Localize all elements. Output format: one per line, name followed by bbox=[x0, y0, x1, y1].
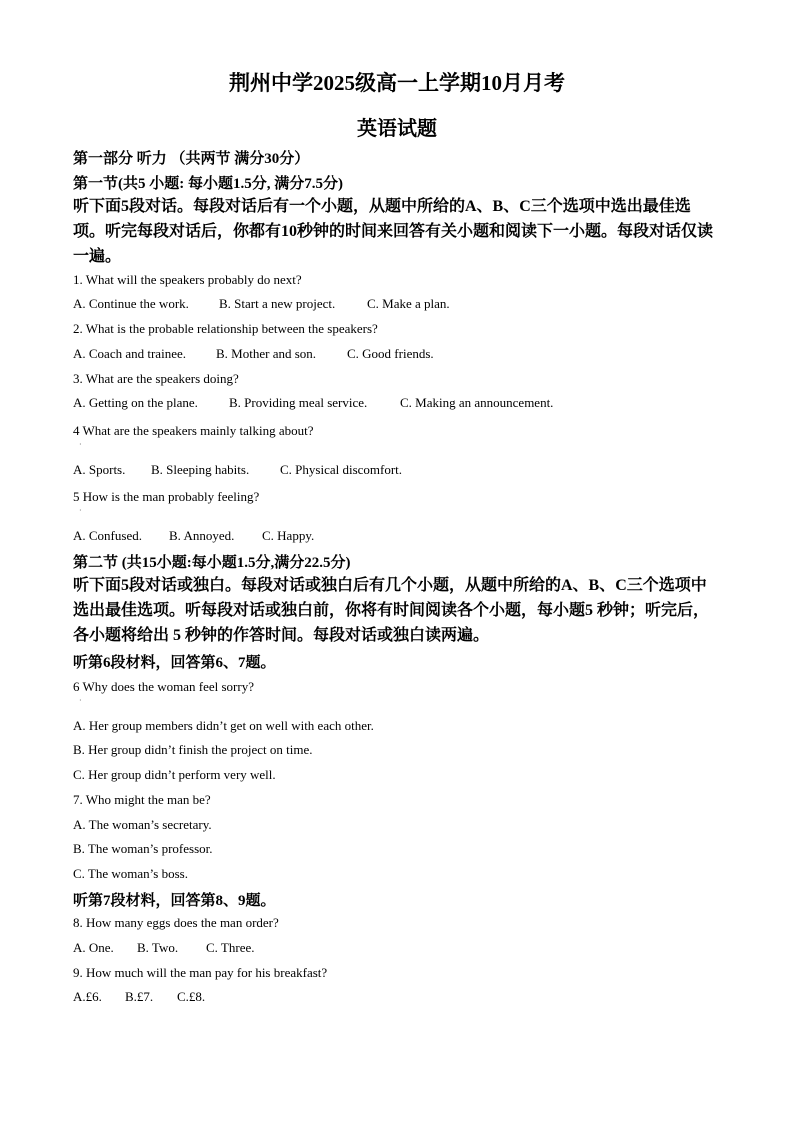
section2-heading: 第二节 (共15小题:每小题1.5分,满分22.5分) bbox=[73, 555, 351, 571]
option-a: A. Coach and trainee. bbox=[73, 346, 186, 361]
option-a: A.£6. bbox=[73, 989, 102, 1004]
option-b: B. Providing meal service. bbox=[229, 395, 368, 410]
option-b: B. Mother and son. bbox=[216, 346, 317, 361]
material6-heading: 听第6段材料，回答第6、7题。 bbox=[73, 655, 276, 671]
option-b: B. Start a new project. bbox=[219, 296, 336, 311]
option-c: C. Happy. bbox=[262, 528, 315, 543]
option-a: A. Sports. bbox=[73, 462, 126, 477]
question-8-options bbox=[73, 940, 255, 956]
question-1-options bbox=[73, 296, 450, 312]
tick-mark: · bbox=[79, 440, 82, 449]
question-3-options bbox=[73, 395, 553, 411]
option-c: C. Good friends. bbox=[347, 346, 434, 361]
option-b: B. Sleeping habits. bbox=[151, 462, 250, 477]
question-7-option-a: A. The woman’s secretary. bbox=[73, 817, 212, 832]
option-a: A. Confused. bbox=[73, 528, 142, 543]
question-6-option-a: A. Her group members didn’t get on well with each other. bbox=[73, 718, 374, 733]
part1-heading: 第一部分 听力 （共两节 满分30分） bbox=[73, 151, 310, 167]
option-c: C. Physical discomfort. bbox=[280, 462, 403, 477]
question-4: 4 What are the speakers mainly talking about? bbox=[73, 423, 314, 438]
section1-heading: 第一节(共5 小题: 每小题1.5分, 满分7.5分) bbox=[73, 176, 343, 192]
option-c: C.£8. bbox=[177, 989, 206, 1004]
question-5-options bbox=[73, 528, 314, 544]
exam-title: 荆州中学2025级高一上学期10月月考 bbox=[229, 71, 565, 95]
exam-subtitle: 英语试题 bbox=[357, 118, 437, 140]
tick-mark: · bbox=[79, 696, 82, 705]
question-7-option-b: B. The woman’s professor. bbox=[73, 841, 213, 856]
option-c: C. Three. bbox=[206, 940, 255, 955]
option-a: A. Continue the work. bbox=[73, 296, 189, 311]
question-4-options bbox=[73, 462, 402, 478]
question-5: 5 How is the man probably feeling? bbox=[73, 489, 260, 504]
question-1: 1. What will the speakers probably do next? bbox=[73, 272, 302, 287]
question-8: 8. How many eggs does the man order? bbox=[73, 915, 279, 930]
question-9-options bbox=[73, 989, 205, 1005]
question-2-options bbox=[73, 346, 434, 362]
question-7: 7. Who might the man be? bbox=[73, 792, 211, 807]
question-9: 9. How much will the man pay for his breakfast? bbox=[73, 965, 328, 980]
material7-heading: 听第7段材料，回答第8、9题。 bbox=[73, 893, 276, 909]
option-b: B. Two. bbox=[137, 940, 179, 955]
question-6-option-b: B. Her group didn’t finish the project on time. bbox=[73, 742, 313, 757]
section1-instruction: 听下面5段对话。每段对话后有一个小题，从题中所给的A、B、C三个选项中选出最佳选项。听完每段对话后，你都有10秒钟的时间来回答有关小题和阅读下一小题。每段对话仅读一遍。 bbox=[73, 198, 714, 265]
option-b: B. Annoyed. bbox=[169, 528, 235, 543]
option-b: B.£7. bbox=[125, 989, 154, 1004]
option-a: A. Getting on the plane. bbox=[73, 395, 198, 410]
option-a: A. One. bbox=[73, 940, 114, 955]
question-3: 3. What are the speakers doing? bbox=[73, 371, 239, 386]
question-2: 2. What is the probable relationship between the speakers? bbox=[73, 321, 378, 336]
question-6-option-c: C. Her group didn’t perform very well. bbox=[73, 767, 276, 782]
option-c: C. Make a plan. bbox=[367, 296, 450, 311]
tick-mark: · bbox=[79, 506, 82, 515]
section2-instruction: 听下面5段对话或独白。每段对话或独白后有几个小题，从题中所给的A、B、C三个选项中选出最佳选项。听每段对话或独白前，你将有时间阅读各个小题，每小题5 秒钟；听完后，各小题将给出 5 秒钟的作答时间。每段对话或独白读两遍。 bbox=[73, 577, 710, 644]
option-c: C. Making an announcement. bbox=[400, 395, 554, 410]
question-6: 6 Why does the woman feel sorry? bbox=[73, 679, 254, 694]
question-7-option-c: C. The woman’s boss. bbox=[73, 866, 188, 881]
